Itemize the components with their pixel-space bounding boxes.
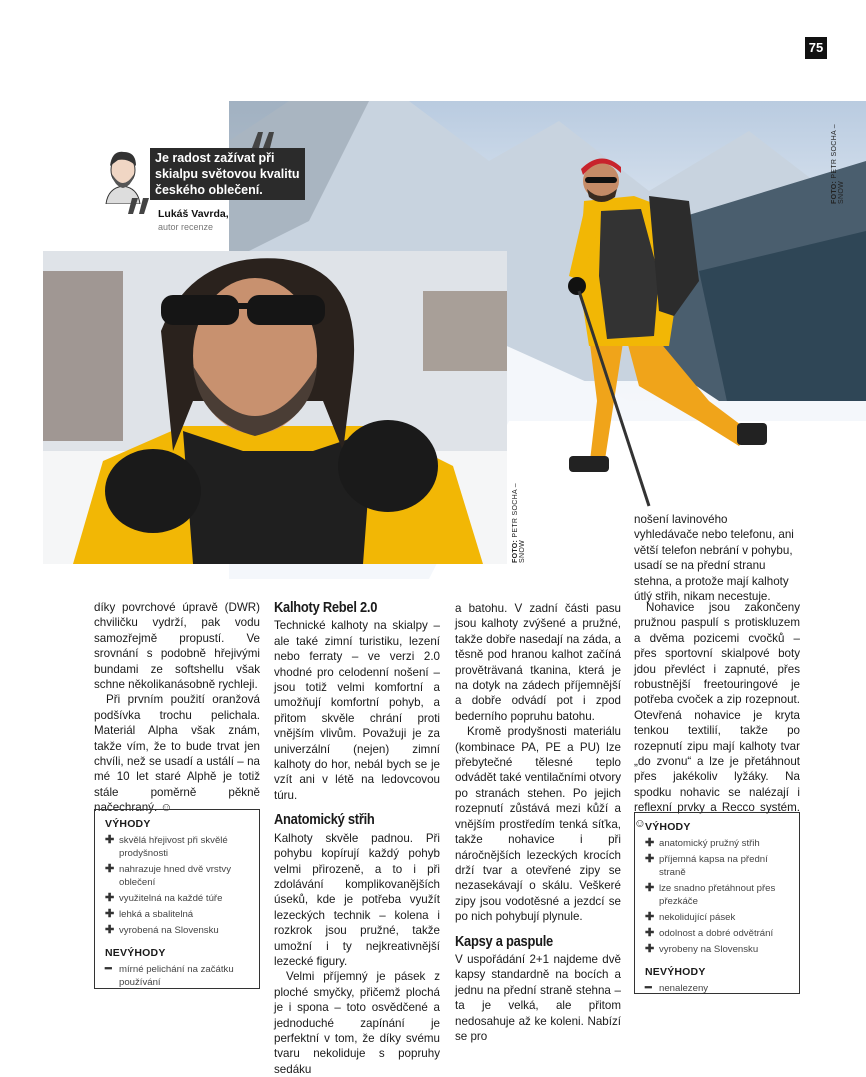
paragraph: a batohu. V zadní části pasu jsou kalhoty zvýšené a pružné, takže dobře nasedají na záda, a těsně pod hranou kalhot začíná prověträvaná tkanina, která je na dotyk na zádech příjemnější a dobře odvádí pot i zpod bederního popruhu batohu.: [455, 602, 621, 723]
list-item: ✚ odolnost a dobré odvětrání: [645, 927, 774, 939]
paragraph: nošení lavinového vyhledávače nebo telefonu, ani větší telefon nebrání v pohybu, usadí se na přední stranu stehna, a protože mají kalhoty útlý střih, nikam necestuje.: [634, 513, 794, 604]
list-item: ━ nenalezeny: [645, 982, 709, 994]
cons-title: NEVÝHODY: [645, 966, 706, 978]
page-number: 75: [805, 37, 827, 59]
minus-icon: ━: [645, 982, 652, 994]
plus-icon: ✚: [645, 853, 655, 865]
paragraph: Kromě prodyšnosti materiálu (kombinace PA, PE a PU) lze přebytečné tělesné teplo odvádět také ventilačními otvory po stranách stehen. Po jejich rozepnutí zůstává mezi kůží a vnějším prostředím tenká síťka, takže nohavice i při náročnějších lezeckých krocích drží tvar a otevřené zipy se nezasekávají o skálu. Veškeré zipy jsou vodotěsné a jezdcí se po nich pohybují plynule.: [455, 725, 621, 924]
section-heading: Kapsy a paspule: [455, 932, 553, 950]
pros-list: [105, 834, 249, 937]
list-item: ✚ lehká a sbalitelná: [105, 908, 194, 920]
paragraph: díky povrchové úpravě (DWR) chviličku vydrží, pak vodu samozřejmě propustí. Ve srovnání s podobně hřejivými bundami ze softshellu však schne několikanásobně rychleji.: [94, 601, 260, 692]
pros-cons-box-left: [94, 809, 260, 989]
author-avatar: [98, 144, 148, 204]
plus-icon: ✚: [645, 943, 655, 955]
paragraph: Velmi příjemný je pásek z ploché smyčky, přičemž plochá je i spona – toto osvědčené a jednoduché zapínání je perfektní v tom, že díky svému tvaru nekoliduje s popruhy sedáku: [274, 970, 440, 1076]
list-item: ✚ využitelná na každé túře: [105, 892, 223, 904]
photo-credit-top: FOTO: PETR SOCHA – SNOW: [831, 124, 845, 204]
portrait-photo: [43, 251, 507, 564]
plus-icon: ✚: [105, 863, 115, 875]
list-item: ✚ skvělá hřejivost při skvělé prodyšnosti: [105, 834, 228, 859]
paragraph: V uspořádání 2+1 najdeme dvě kapsy standardně na bocích a jednu na přední straně stehna – ta je velká, ale přitom nedosahuje až ke koleni. Nabízí se pro: [455, 952, 621, 1043]
cons-title: NEVÝHODY: [105, 947, 166, 959]
paragraph: Při prvním použití oranžová podšívka trochu pelichala. Materiál Alpha však znám, takže vím, že to bude trvat jen chvíli, než se usadí a ustálí – na mé 10 let staré Alphě je totiž stále poměrně pěkně načechraný. ☺: [94, 693, 260, 815]
list-item: ✚ příjemná kapsa na přední straně: [645, 853, 768, 878]
pull-quote: Je radost zažívat při skialpu světovou kvalitu českého oblečení.: [150, 148, 305, 200]
column-1: [94, 600, 260, 816]
quote-mark-close-icon: [128, 198, 152, 214]
plus-icon: ✚: [645, 882, 655, 894]
quote-author-role: autor recenze: [158, 222, 214, 232]
photo-credit-left: FOTO: PETR SOCHA – SNOW: [512, 483, 526, 563]
list-item: ✚ lze snadno přetáhnout přes přezkáče: [645, 882, 776, 907]
plus-icon: ✚: [645, 927, 655, 939]
plus-icon: ✚: [105, 924, 115, 936]
pros-list: [645, 837, 789, 956]
quote-author: Lukáš Vavrda,: [158, 208, 229, 220]
column-4-top: [634, 512, 794, 604]
column-2: [274, 598, 440, 1077]
section-heading: Anatomický střih: [274, 811, 375, 829]
column-4: [634, 600, 800, 831]
column-3: [455, 601, 621, 1044]
list-item: ━ mírné pelichání na začátku používání: [105, 963, 234, 988]
pros-cons-box-right: [634, 812, 800, 994]
paragraph: Technické kalhoty na skialpy – ale také zimní turistiku, lezení nebo ferraty – ve verzi 2.0 vhodné pro celodenní nošení – jsou totiž velmi komfortní a umožňují komfortní pohyb, a přitom skvěle chrání proti vnějším vlivům. Považuji je za univerzální (nejen) zimní kalhoty do hor, nebál bych se je vzít ani v létě na ledovcovou túru.: [274, 619, 440, 802]
plus-icon: ✚: [645, 911, 655, 923]
plus-icon: ✚: [105, 834, 115, 846]
paragraph: Kalhoty skvěle padnou. Při pohybu kopírují každý pohyb velmi přirozeně, a to i při zdolávání komplikovanějších úseků, kde je potřeba využít lezeckých technik – kolena i rozkrok jsou pružné, takže umožní i ty nejkreativnější lezecké figury.: [274, 831, 440, 968]
list-item: ✚ vyrobená na Slovensku: [105, 924, 219, 936]
cons-list: [645, 982, 789, 995]
quote-mark-open-icon: [252, 132, 276, 148]
list-item: ✚ vyrobeny na Slovensku: [645, 943, 759, 955]
paragraph: Nohavice jsou zakončeny pružnou paspulí s protiskluzem a dvěma pozicemi cvočků – přes sportovní skialpové boty jdou převléct i zapnuté, přes robustnější freetouringové je potřeba cvoček a zip rozepnout. Otevřená nohavice je kryta tenkou textilií, takže po rozepnutí zipu mají kalhoty tvar „do zvonu“ a lze je přetáhnout přes jakékoliv lyžáky. Na spodku nohavic se nalézají i reflexní prvky a Recco systém. ☺: [634, 601, 800, 830]
list-item: ✚ nekolidující pásek: [645, 911, 736, 923]
section-heading: Kalhoty Rebel 2.0: [274, 599, 378, 616]
portrait-photo-illustration: [43, 251, 507, 564]
list-item: ✚ nahrazuje hned dvě vrstvy oblečení: [105, 863, 231, 888]
pros-title: VÝHODY: [645, 821, 691, 833]
pros-title: VÝHODY: [105, 818, 151, 830]
plus-icon: ✚: [105, 908, 115, 920]
plus-icon: ✚: [105, 892, 115, 904]
plus-icon: ✚: [645, 837, 655, 849]
minus-icon: ━: [105, 963, 112, 975]
list-item: ✚ anatomický pružný střih: [645, 837, 760, 849]
cons-list: [105, 963, 249, 989]
